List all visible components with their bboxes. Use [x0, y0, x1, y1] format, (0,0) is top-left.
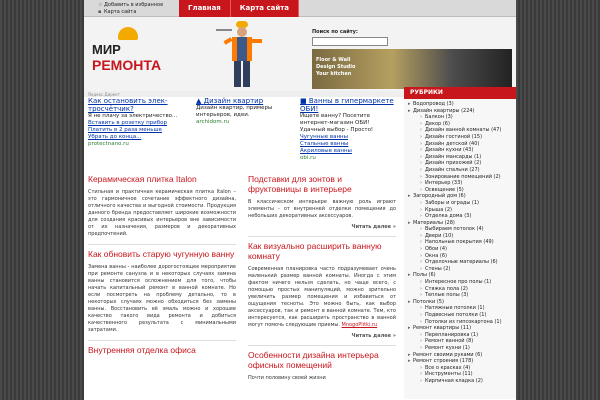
- rubric-item[interactable]: [408, 193, 516, 200]
- article-title[interactable]: Подставки для зонтов и фруктовницы в интерьере: [248, 174, 352, 194]
- bullet-icon: ›: [420, 120, 422, 127]
- bullet-icon: ›: [420, 166, 422, 173]
- ad-link[interactable]: Вставить в розетку прибор: [88, 120, 167, 126]
- rubric-label: Подвесные потолки (1): [425, 312, 487, 318]
- read-more-link[interactable]: Читать далее »: [351, 224, 396, 230]
- rubric-label: Обои (4): [425, 246, 447, 253]
- nav-sitemap[interactable]: Карта сайта: [231, 0, 299, 17]
- rubric-label: Интересное про полы (1): [425, 279, 492, 286]
- banner-line2: Design Studio: [316, 64, 356, 70]
- bullet-icon: ▸: [408, 107, 411, 114]
- rubric-item[interactable]: [408, 147, 516, 154]
- banner-line1: Floor & Wall: [316, 57, 351, 63]
- rubric-item[interactable]: [408, 114, 516, 121]
- map-icon: ▪: [98, 9, 102, 15]
- bathtub-icon: ■: [300, 97, 307, 105]
- rubric-label: Декор (6): [425, 120, 450, 127]
- bullet-icon: ›: [420, 127, 422, 134]
- rubric-label: Теплые полы (3): [425, 292, 469, 299]
- ad-title-row: [196, 97, 292, 105]
- article-text: Замена ванны - наиболее дорогостоящее мероприятие при ремонте санузла и в некоторых случаях замена ванны становится осложнением для того, чтобы начать капитальный ремонт в ванной комнате. Но если посмотреть на проблему детально, то в некоторых случаях можно обходиться без замены ванны. Восстановить её эмаль можно и хорошее качество такого вида ремонта и добиться качественного результата с минимальными затратами.: [88, 264, 236, 333]
- sitemap-top-label: Карта сайта: [104, 9, 137, 15]
- building-icon: ▲: [196, 97, 202, 105]
- ads-block: [84, 97, 400, 169]
- rubric-label: Водопровод (3): [413, 101, 454, 107]
- rubric-label: Все о красках (4): [425, 364, 471, 371]
- rubric-item[interactable]: [408, 127, 516, 134]
- rubric-item[interactable]: [408, 358, 516, 365]
- rubric-label: Загородный дом (6): [413, 193, 466, 200]
- bullet-icon: ›: [420, 213, 422, 220]
- rubric-item[interactable]: [408, 253, 516, 260]
- rubric-item[interactable]: [408, 239, 516, 246]
- rubric-item[interactable]: [408, 312, 516, 319]
- bullet-icon: ›: [420, 114, 422, 121]
- bullet-icon: ▸: [408, 298, 411, 305]
- rubric-item[interactable]: [408, 345, 516, 352]
- rubric-item[interactable]: [408, 174, 516, 181]
- rubric-label: Интерьер (33): [425, 180, 463, 187]
- rubric-label: Натяжные потолки (1): [425, 305, 485, 312]
- ad-title[interactable]: Ванны в гипермаркете ОБИ!: [300, 97, 394, 113]
- bullet-icon: ›: [420, 279, 422, 286]
- rubric-label: Дизайн прихожей (2): [425, 160, 482, 167]
- rubric-item[interactable]: [408, 167, 516, 174]
- header-banner[interactable]: [312, 49, 512, 89]
- main-nav: [179, 0, 299, 17]
- rubric-item[interactable]: [408, 134, 516, 141]
- rubric-label: Инструменты (11): [425, 371, 473, 378]
- rubric-label: Кирпичная кладка (2): [425, 377, 483, 384]
- ad-text: Я не плачу за электричество...: [88, 113, 178, 119]
- top-links: [98, 2, 163, 16]
- left-column: [88, 174, 236, 360]
- rubric-item[interactable]: [408, 246, 516, 253]
- ad-url[interactable]: archidom.ru: [196, 119, 230, 125]
- rubric-label: Дизайн спальни (27): [425, 166, 480, 173]
- worker-illustration: [214, 19, 270, 91]
- rubric-item[interactable]: [408, 352, 516, 359]
- rubric-label: Заборы и ограды (1): [425, 199, 479, 206]
- rubrics-header: РУБРИКИ: [404, 87, 516, 99]
- rubric-item[interactable]: [408, 272, 516, 279]
- star-icon: ☆: [98, 2, 103, 8]
- banner-text: [316, 57, 355, 78]
- rubric-label: Ремонт кухни (1): [425, 344, 470, 351]
- divider: [88, 340, 236, 341]
- bullet-icon: ›: [420, 252, 422, 259]
- bullet-icon: ›: [420, 173, 422, 180]
- article-text: В классическом интерьере важную роль играют элементы - от внутренней отделки помещения до небольших декоративных аксессуаров.: [248, 199, 396, 219]
- article-text: [248, 266, 396, 329]
- rubric-label: Ремонт квартиры (11): [413, 325, 472, 332]
- rubric-label: Напольные покрытия (49): [425, 239, 494, 246]
- rubric-label: Дизайн квартиры (224): [413, 107, 475, 114]
- bullet-icon: ›: [420, 318, 422, 325]
- rubric-item[interactable]: [408, 299, 516, 306]
- bullet-icon: ›: [420, 312, 422, 318]
- bullet-icon: ›: [420, 153, 422, 160]
- top-bar: [84, 0, 516, 17]
- rubric-item[interactable]: [408, 108, 516, 115]
- bullet-icon: ›: [420, 226, 422, 233]
- bullet-icon: ›: [420, 364, 422, 371]
- bullet-icon: ›: [420, 246, 422, 253]
- rubric-label: Отделочные материалы (6): [425, 259, 498, 266]
- rubric-label: Окна (6): [425, 252, 447, 259]
- ad-item: [300, 97, 396, 162]
- helmet-icon: [118, 27, 138, 40]
- logo-line1[interactable]: МИР: [92, 42, 121, 57]
- bullet-icon: ▸: [408, 358, 411, 365]
- article-title[interactable]: Особенности дизайна интерьера офисных помещений: [248, 350, 379, 370]
- bullet-icon: ›: [420, 180, 422, 187]
- bullet-icon: ▸: [408, 325, 411, 332]
- ad-link[interactable]: Платить в 2 раза меньше: [88, 127, 162, 133]
- rubric-label: Потолки (5): [413, 298, 444, 305]
- ad-url[interactable]: protectnano.ru: [88, 141, 129, 147]
- sidebar-rubrics: [404, 87, 516, 400]
- rubric-label: Крыша (2): [425, 206, 452, 213]
- rubric-item[interactable]: [408, 305, 516, 312]
- bullet-icon: ▸: [408, 193, 411, 200]
- article-text-body: Современная планировка часто подразумевает очень маленький размер ванной комнаты. Иногда с этим фактом ничего нельзя сделать, но чаще всего, с помощью простых манипуляций, можно зрительно увеличить размер помещения и избавиться от ощущения тесноты. Это можно быть, как выбор аксессуаров, так и ремонт в ванной комнате. Тем, кто интересуется, как расширить пространство в ванной могут помочь следующие приемы.: [248, 266, 396, 328]
- article-title[interactable]: Керамическая плитка Italon: [88, 174, 197, 184]
- rubric-item[interactable]: [408, 319, 516, 326]
- background-right: [516, 0, 600, 400]
- rubrics-list: [404, 99, 516, 399]
- rubric-label: Стяжка пола (2): [425, 285, 468, 292]
- bullet-icon: ›: [420, 338, 422, 345]
- bullet-icon: ›: [420, 265, 422, 272]
- ad-text: Дизайн квартир, примеры интерьеров, идеи.: [196, 105, 273, 118]
- page: [84, 0, 516, 400]
- bullet-icon: ›: [420, 259, 422, 266]
- rubric-item[interactable]: [408, 160, 516, 167]
- rubric-label: Дизайн мансарды (1): [425, 153, 482, 160]
- rubric-label: Дизайн кухни (43): [425, 147, 474, 154]
- add-favorites-label: Добавить в избранное: [104, 2, 164, 8]
- ads-label[interactable]: Яндекс.Директ: [88, 92, 120, 97]
- rubric-item[interactable]: [408, 338, 516, 345]
- rubric-label: Материалы (28): [413, 219, 455, 226]
- bullet-icon: ▸: [408, 272, 411, 279]
- rubric-item[interactable]: [408, 292, 516, 299]
- bullet-icon: ›: [420, 147, 422, 154]
- rubric-item[interactable]: [408, 213, 516, 220]
- rubric-item[interactable]: [408, 325, 516, 332]
- rubric-item[interactable]: [408, 365, 516, 372]
- middle-column: [248, 174, 396, 382]
- bullet-icon: ▸: [408, 219, 411, 226]
- rubric-label: Ремонт строения (178): [413, 358, 474, 365]
- rubric-item[interactable]: [408, 101, 516, 108]
- article-title[interactable]: Внутренняя отделка офиса: [88, 345, 196, 355]
- rubric-label: Полы (6): [413, 272, 436, 279]
- bullet-icon: ›: [420, 160, 422, 167]
- rubric-item[interactable]: [408, 286, 516, 293]
- rubric-label: Балкон (3): [425, 114, 453, 121]
- ad-title[interactable]: Дизайн квартир: [203, 97, 264, 105]
- article-inline-link[interactable]: MnogoPlitki.ru: [341, 322, 378, 328]
- rubric-label: Отделка дома (3): [425, 213, 472, 220]
- bullet-icon: ›: [420, 344, 422, 351]
- rubric-label: Дизайн гостиной (15): [425, 133, 483, 140]
- rubric-item[interactable]: [408, 180, 516, 187]
- rubric-item[interactable]: [408, 259, 516, 266]
- rubric-label: Освещение (5): [425, 186, 464, 193]
- rubric-label: Выбираем потолок (4): [425, 226, 484, 233]
- logo-line2[interactable]: РЕМОНТА: [92, 57, 162, 73]
- bullet-icon: ›: [420, 285, 422, 292]
- bullet-icon: ›: [420, 140, 422, 147]
- rubric-item[interactable]: [408, 378, 516, 385]
- article-title[interactable]: Как визуально расширить ванную комнату: [248, 241, 382, 261]
- rubric-item[interactable]: [408, 207, 516, 214]
- article-text: Стильная и практичная керамическая плитка Italon – это гармоничное сочетание эффектного дизайна, отличного качества и выгодной стоимости. Продукция данного бренда предоставляет широкие возможности для создания красивых интерьеров вне зависимости от их назначения, размеров и декоративных предпочтений.: [88, 189, 236, 237]
- rubric-item[interactable]: [408, 266, 516, 273]
- rubric-label: Зонирование помещений (2): [425, 173, 501, 180]
- bullet-icon: ›: [420, 186, 422, 193]
- ad-item: [88, 97, 184, 148]
- rubric-item[interactable]: [408, 200, 516, 207]
- ad-title[interactable]: Как остановить элек-тросчётчик?: [88, 97, 168, 113]
- rubric-item[interactable]: [408, 279, 516, 286]
- ad-link[interactable]: Убрать до конца...: [88, 134, 142, 140]
- bullet-icon: ›: [420, 371, 422, 378]
- banner-line3: Your kitchen: [316, 71, 352, 77]
- ad-link[interactable]: Стальные ванны: [300, 141, 349, 147]
- rubric-label: Ремонт своими руками (6): [413, 351, 483, 358]
- search-input[interactable]: [312, 37, 388, 46]
- ad-title-row: [300, 97, 396, 113]
- header: [84, 17, 516, 91]
- add-favorites-link[interactable]: [98, 2, 163, 9]
- article-text: Почти половину своей жизни: [248, 375, 326, 381]
- rubric-label: Дизайн ванной комнаты (47): [425, 127, 502, 134]
- rubric-label: Дизайн детской (40): [425, 140, 480, 147]
- sitemap-top-link[interactable]: [98, 9, 163, 16]
- rubric-label: Потолки из гипсокартона (1): [425, 318, 502, 325]
- bullet-icon: ›: [420, 133, 422, 140]
- ad-link[interactable]: Акриловые ванны: [300, 148, 352, 154]
- bullet-icon: ›: [420, 239, 422, 246]
- rubric-item[interactable]: [408, 233, 516, 240]
- ad-url[interactable]: obi.ru: [300, 155, 316, 161]
- bullet-icon: ▸: [408, 351, 411, 358]
- rubric-label: Стены (2): [425, 265, 451, 272]
- bullet-icon: ›: [420, 305, 422, 312]
- divider: [88, 244, 236, 245]
- read-more-link[interactable]: Читать далее »: [351, 333, 396, 339]
- bullet-icon: ›: [420, 206, 422, 213]
- rubric-label: Перепланировка (1): [425, 331, 479, 338]
- rubric-item[interactable]: [408, 371, 516, 378]
- background-left: [0, 0, 84, 400]
- ad-link[interactable]: Чугунные ванны: [300, 134, 348, 140]
- nav-home[interactable]: Главная: [179, 0, 231, 17]
- rubric-label: Двери (10): [425, 232, 454, 239]
- search-label: Поиск по сайту:: [312, 29, 358, 35]
- bullet-icon: ›: [420, 199, 422, 206]
- ad-text: Ищете ванну? Посетите интернет-магазин ОБИ! Удачный выбор - Просто!: [300, 113, 374, 133]
- bullet-icon: ›: [420, 331, 422, 338]
- bullet-icon: ▸: [408, 101, 411, 107]
- rubric-item[interactable]: [408, 226, 516, 233]
- divider: [248, 236, 396, 237]
- bullet-icon: ›: [420, 377, 422, 384]
- ad-item: [196, 97, 292, 126]
- rubric-item[interactable]: [408, 220, 516, 227]
- rubric-label: Ремонт ванной (8): [425, 338, 474, 345]
- bullet-icon: ›: [420, 232, 422, 239]
- bullet-icon: ›: [420, 292, 422, 299]
- divider: [248, 345, 396, 346]
- article-title[interactable]: Как обновить старую чугунную ванну: [88, 249, 235, 259]
